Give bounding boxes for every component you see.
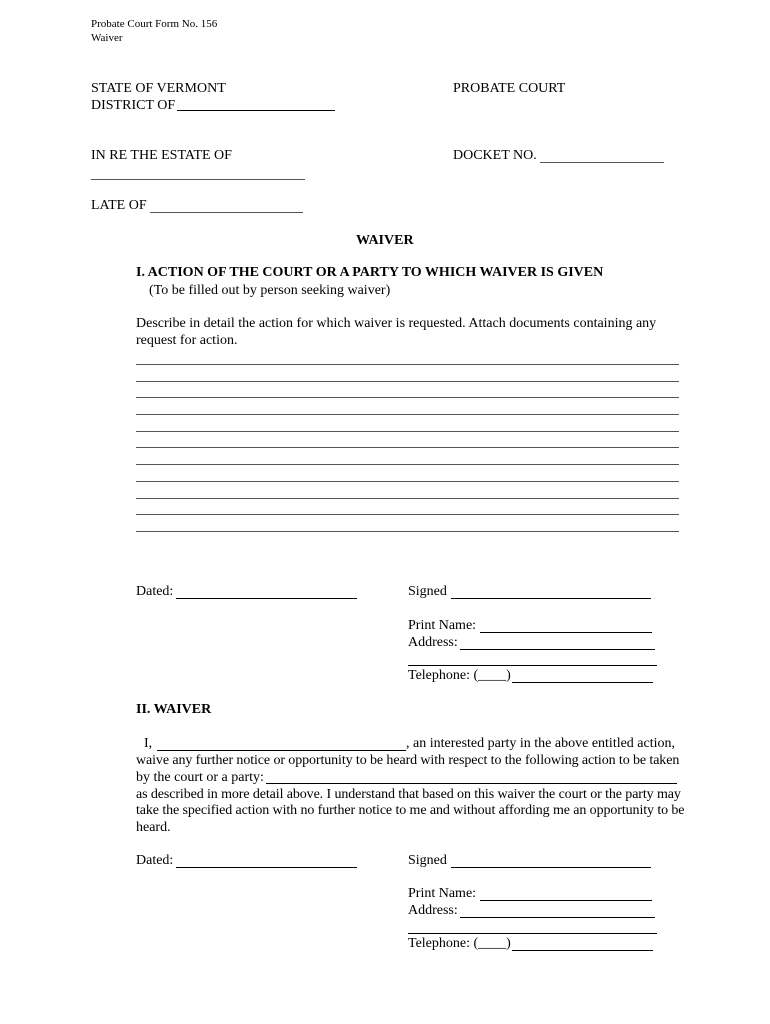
- telephone-field-2[interactable]: [512, 950, 653, 951]
- description-line[interactable]: [136, 481, 679, 482]
- form-name: Waiver: [91, 32, 123, 44]
- description-line[interactable]: [136, 447, 679, 448]
- address-label-1: Address:: [408, 635, 458, 650]
- estate-label: IN RE THE ESTATE OF: [91, 148, 232, 163]
- print-name-label-2: Print Name:: [408, 886, 477, 901]
- waiver-line6: heard.: [136, 820, 171, 835]
- dated-label-2: Dated:: [136, 853, 174, 868]
- address-field-2b[interactable]: [408, 933, 657, 934]
- section1-subheading: (To be filled out by person seeking waiver): [149, 283, 391, 298]
- late-of-label: LATE OF: [91, 198, 147, 213]
- print-name-field-2[interactable]: [480, 900, 652, 901]
- waiver-line2: waive any further notice or opportunity to be heard with respect to the following action to be taken: [136, 753, 680, 768]
- waiver-line4: as described in more detail above. I understand that based on this waiver the court or the party may: [136, 787, 681, 802]
- waiver-line3: by the court or a party:: [136, 770, 264, 785]
- description-line[interactable]: [136, 381, 679, 382]
- instructions-line1: Describe in detail the action for which waiver is requested. Attach documents containing any: [136, 316, 657, 331]
- description-line[interactable]: [136, 397, 679, 398]
- estate-name-field[interactable]: [91, 179, 305, 180]
- waiver-action-field[interactable]: [266, 783, 677, 784]
- signed-label-1: Signed: [408, 584, 447, 599]
- form-number: Probate Court Form No. 156: [91, 18, 218, 30]
- district-label: DISTRICT OF: [91, 98, 176, 113]
- address-field-1b[interactable]: [408, 665, 657, 666]
- address-field-1[interactable]: [460, 649, 655, 650]
- description-line[interactable]: [136, 414, 679, 415]
- print-name-field-1[interactable]: [480, 632, 652, 633]
- description-line[interactable]: [136, 431, 679, 432]
- section1-heading: I. ACTION OF THE COURT OR A PARTY TO WHICH WAIVER IS GIVEN: [136, 265, 604, 280]
- state-label: STATE OF VERMONT: [91, 81, 226, 96]
- waiver-line1-suffix: , an interested party in the above entitled action,: [406, 736, 676, 751]
- signed-field-1[interactable]: [451, 598, 651, 599]
- telephone-label-2: Telephone: (____): [408, 936, 511, 951]
- description-line[interactable]: [136, 464, 679, 465]
- print-name-label-1: Print Name:: [408, 618, 477, 633]
- late-of-field[interactable]: [150, 212, 303, 213]
- dated-field-2[interactable]: [176, 867, 357, 868]
- telephone-field-1[interactable]: [512, 682, 653, 683]
- dated-label-1: Dated:: [136, 584, 174, 599]
- dated-field-1[interactable]: [176, 598, 357, 599]
- court-label: PROBATE COURT: [453, 81, 566, 96]
- description-line[interactable]: [136, 364, 679, 365]
- section2-heading: II. WAIVER: [136, 702, 212, 717]
- description-line[interactable]: [136, 514, 679, 515]
- signed-label-2: Signed: [408, 853, 447, 868]
- telephone-label-1: Telephone: (____): [408, 668, 511, 683]
- document-title: WAIVER: [356, 233, 414, 248]
- district-field[interactable]: [177, 110, 335, 111]
- description-line[interactable]: [136, 498, 679, 499]
- address-field-2[interactable]: [460, 917, 655, 918]
- signed-field-2[interactable]: [451, 867, 651, 868]
- waiver-line5: take the specified action with no further notice to me and without affording me an opportunity to be: [136, 803, 685, 818]
- docket-field[interactable]: [540, 162, 664, 163]
- waiver-party-name-field[interactable]: [157, 750, 406, 751]
- description-line[interactable]: [136, 531, 679, 532]
- instructions-line2: request for action.: [136, 333, 238, 348]
- address-label-2: Address:: [408, 903, 458, 918]
- waiver-line1-prefix: I,: [144, 736, 153, 751]
- docket-label: DOCKET NO.: [453, 148, 537, 163]
